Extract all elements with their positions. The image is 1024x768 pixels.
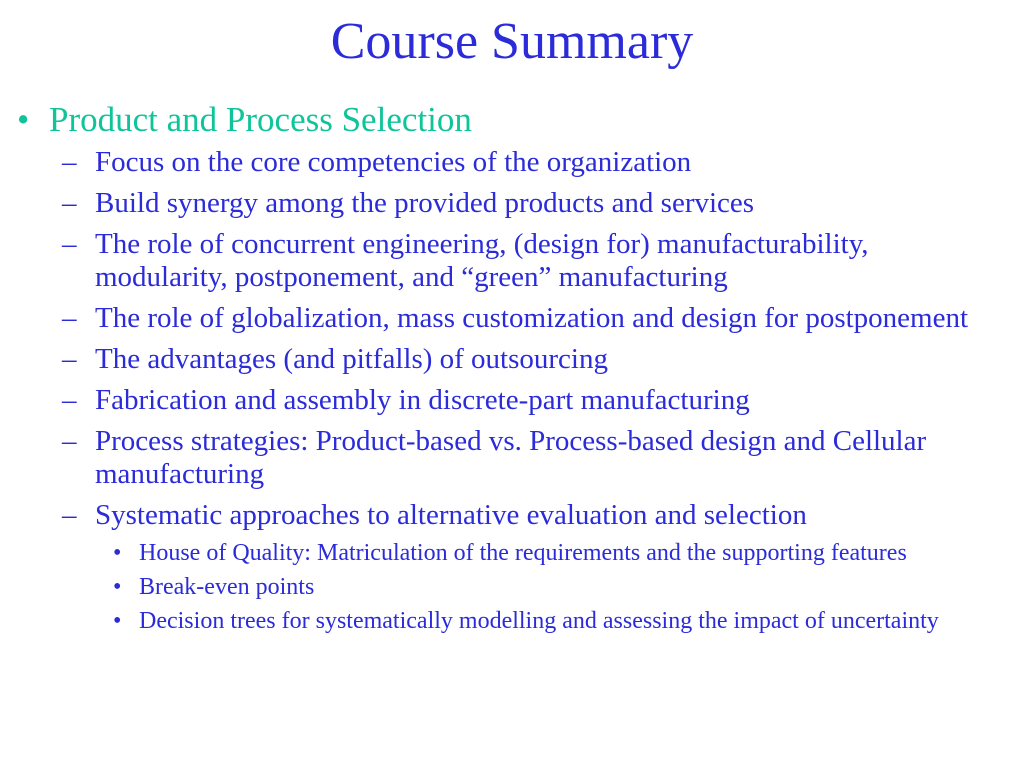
subpoint-item	[0, 540, 1024, 566]
point-text: Systematic approaches to alternative evaluation and selection	[95, 499, 807, 531]
point-item	[0, 384, 1024, 417]
topic-text: Product and Process Selection	[49, 100, 472, 139]
point-item	[0, 187, 1024, 220]
points-list	[0, 146, 1024, 634]
dash-marker: –	[62, 384, 77, 416]
subpoint-text: House of Quality: Matriculation of the requirements and the supporting features	[139, 540, 907, 566]
bullet-marker: •	[113, 574, 122, 600]
dash-marker: –	[62, 146, 77, 178]
point-item	[0, 425, 1024, 491]
point-text: The role of globalization, mass customization and design for postponement	[95, 302, 969, 334]
point-item	[0, 302, 1024, 335]
dash-marker: –	[62, 228, 77, 260]
subpoint-item	[0, 574, 1024, 600]
slide-content	[0, 100, 1024, 642]
point-item	[0, 228, 1024, 294]
point-text: Focus on the core competencies of the organization	[95, 146, 692, 178]
point-item	[0, 146, 1024, 179]
point-text: The role of concurrent engineering, (design for) manufacturability, modularity, postponement, and “green” manufacturing	[95, 228, 869, 293]
bullet-marker: •	[113, 540, 122, 566]
point-text: Process strategies: Product-based vs. Process-based design and Cellular manufacturing	[95, 425, 927, 490]
subpoints-list	[0, 540, 1024, 634]
slide-title: Course Summary	[330, 13, 694, 70]
point-text: Build synergy among the provided products and services	[95, 187, 755, 219]
topic-bullet	[0, 100, 1024, 140]
point-item	[0, 343, 1024, 376]
dash-marker: –	[62, 343, 77, 375]
subpoint-item	[0, 608, 1024, 634]
point-item	[0, 499, 1024, 532]
subpoint-text: Decision trees for systematically modelling and assessing the impact of uncertainty	[139, 608, 939, 634]
dash-marker: –	[62, 499, 77, 531]
point-text: Fabrication and assembly in discrete-part manufacturing	[95, 384, 750, 416]
bullet-marker: •	[113, 608, 122, 634]
point-text: The advantages (and pitfalls) of outsourcing	[95, 343, 608, 375]
subpoint-text: Break-even points	[139, 574, 315, 600]
dash-marker: –	[62, 425, 77, 457]
bullet-marker: •	[17, 100, 30, 139]
dash-marker: –	[62, 302, 77, 334]
dash-marker: –	[62, 187, 77, 219]
